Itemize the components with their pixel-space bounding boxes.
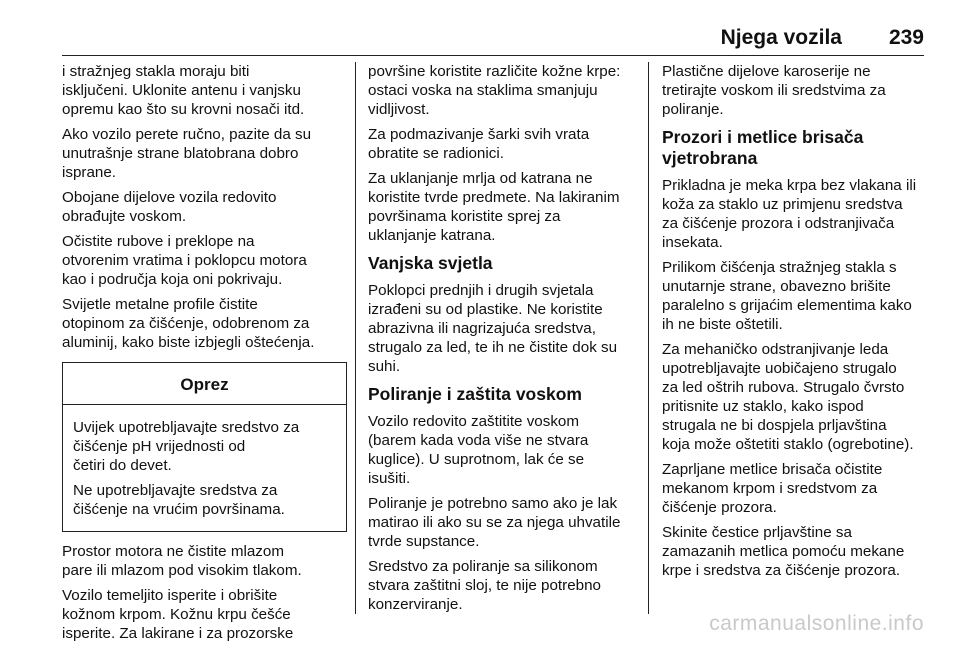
text-line: konzerviranje. [368, 596, 463, 613]
text-line: obratite se radionici. [368, 145, 504, 162]
text-line: kao i područja koja oni pokrivaju. [62, 271, 283, 288]
text-line: Poliranje je potrebno samo ako je lak [368, 495, 618, 512]
column-1 [62, 62, 347, 649]
text-line: Za podmazivanje šarki svih vrata [368, 126, 590, 143]
text-line: Zaprljane metlice brisača očistite [662, 461, 883, 478]
watermark-text: carmanualsonline.info [709, 612, 924, 635]
text-line: izrađeni su od plastike. Ne koristite [368, 301, 603, 318]
text-line: Prozori i metlice brisača [662, 127, 864, 147]
text-line: čišćenje na vrućim površinama. [73, 501, 285, 518]
page-title: Njega vozila [720, 26, 842, 49]
text-line: Skinite čestice prljavštine sa [662, 524, 852, 541]
text-line: isključeni. Uklonite antenu i vanjsku [62, 82, 301, 99]
text-line: Ne upotrebljavajte sredstva za [73, 482, 278, 499]
paragraph [62, 188, 347, 226]
text-line: kuglice). U suprotnom, lak će se [368, 451, 585, 468]
text-line: za led oštrih rubova. Strugalo čvrsto [662, 379, 905, 396]
paragraph [662, 176, 932, 252]
text-line: suhi. [368, 358, 401, 375]
section-heading [662, 127, 932, 169]
paragraph [73, 481, 336, 519]
paragraph [368, 557, 636, 614]
paragraph [62, 125, 347, 182]
text-line: pritisnite uz staklo, kako ispod [662, 398, 864, 415]
text-line: pare ili mlazom pod visokim tlakom. [62, 562, 302, 579]
text-line: opremu kao što su krovni nosači itd. [62, 101, 305, 118]
text-line: zamazanih metlica pomoću mekane [662, 543, 905, 560]
caution-title: Oprez [63, 363, 346, 405]
paragraph [62, 542, 347, 580]
text-line: Poklopci prednjih i drugih svjetala [368, 282, 594, 299]
column-divider-1 [355, 62, 356, 614]
paragraph [662, 340, 932, 454]
caution-box [62, 362, 347, 532]
page-number: 239 [888, 26, 924, 49]
text-line: vidljivost. [368, 101, 430, 118]
paragraph [368, 125, 636, 163]
paragraph [662, 523, 932, 580]
text-line: tvrde supstance. [368, 533, 480, 550]
paragraph [662, 460, 932, 517]
text-line: Plastične dijelove karoserije ne [662, 63, 871, 80]
text-line: koža za staklo uz primjenu sredstva [662, 196, 903, 213]
section-heading: Poliranje i zaštita voskom [368, 384, 582, 404]
text-line: matirao ili ako su se za njega uhvatile [368, 514, 621, 531]
caution-body [63, 405, 346, 531]
text-line: Prilikom čišćenja stražnjeg stakla s [662, 259, 897, 276]
paragraph [368, 281, 636, 376]
text-line: strugalo za led, te ih ne čistite dok su [368, 339, 618, 356]
paragraph [62, 586, 347, 643]
text-line: koristite tvrde predmete. Na lakiranim [368, 189, 620, 206]
paragraph [368, 494, 636, 551]
section-heading: Vanjska svjetla [368, 253, 493, 273]
paragraph [662, 62, 932, 119]
text-line: Očistite rubove i preklope na [62, 233, 255, 250]
text-line: četiri do devet. [73, 457, 172, 474]
text-line: kožnom krpom. Kožnu krpu češće [62, 606, 291, 623]
text-line: unutrašnje strane blatobrana dobro [62, 145, 299, 162]
paragraph [662, 258, 932, 334]
paragraph [368, 169, 636, 245]
text-line: unutarnje strane, obavezno brišite [662, 278, 891, 295]
text-line: Uvijek upotrebljavajte sredstvo za [73, 419, 300, 436]
text-line: (barem kada voda više ne stvara [368, 432, 589, 449]
text-line: i stražnjeg stakla moraju biti [62, 63, 250, 80]
paragraph [62, 62, 347, 119]
text-line: Ako vozilo perete ručno, pazite da su [62, 126, 312, 143]
text-line: čišćenje prozora. [662, 499, 777, 516]
text-line: otopinom za čišćenje, odobrenom za [62, 315, 310, 332]
text-line: za čišćenje prozora i odstranjivača [662, 215, 895, 232]
text-line: ih ne biste oštetili. [662, 316, 783, 333]
text-line: abrazivna ili nagrizajuća sredstva, [368, 320, 596, 337]
text-line: insekata. [662, 234, 723, 251]
column-divider-2 [648, 62, 649, 614]
text-line: Sredstvo za poliranje sa silikonom [368, 558, 598, 575]
text-line: Vozilo redovito zaštitite voskom [368, 413, 580, 430]
text-line: stvara zaštitni sloj, te nije potrebno [368, 577, 601, 594]
page-header [62, 22, 924, 56]
text-line: isprane. [62, 164, 117, 181]
paragraph [368, 62, 636, 119]
paragraph [73, 418, 336, 475]
text-line: Prostor motora ne čistite mlazom [62, 543, 284, 560]
text-line: uklanjanje katrana. [368, 227, 496, 244]
text-line: isperite. Za lakirane i za prozorske [62, 625, 294, 642]
text-line: paralelno s grijaćim elementima kako [662, 297, 912, 314]
text-line: Svijetle metalne profile čistite [62, 296, 258, 313]
text-line: Obojane dijelove vozila redovito [62, 189, 277, 206]
paragraph [62, 232, 347, 289]
text-line: mekanom krpom i sredstvom za [662, 480, 878, 497]
text-line: ostaci voska na staklima smanjuju [368, 82, 598, 99]
text-line: Prikladna je meka krpa bez vlakana ili [662, 177, 917, 194]
text-line: Za uklanjanje mrlja od katrana ne [368, 170, 593, 187]
text-line: površine koristite različite kožne krpe: [368, 63, 621, 80]
text-line: Vozilo temeljito isperite i obrišite [62, 587, 278, 604]
text-line: koja može oštetiti staklo (ogrebotine). [662, 436, 914, 453]
text-line: površinama koristite sprej za [368, 208, 561, 225]
paragraph [62, 295, 347, 352]
text-line: tretirajte voskom ili sredstvima za [662, 82, 886, 99]
text-line: vjetrobrana [662, 148, 758, 168]
text-line: čišćenje pH vrijednosti od [73, 438, 246, 455]
column-3 [662, 62, 932, 586]
text-line: Za mehaničko odstranjivanje leda [662, 341, 889, 358]
text-line: aluminij, kako biste izbjegli oštećenja. [62, 334, 315, 351]
text-line: otvorenim vratima i poklopcu motora [62, 252, 307, 269]
column-2 [368, 62, 636, 620]
text-line: krpe i sredstva za čišćenje prozora. [662, 562, 901, 579]
text-line: upotrebljavajte uobičajeno strugalo [662, 360, 897, 377]
text-line: strugala ne bi dospjela prljavština [662, 417, 887, 434]
text-line: poliranje. [662, 101, 724, 118]
text-line: obrađujte voskom. [62, 208, 187, 225]
paragraph [368, 412, 636, 488]
header-rule [62, 55, 924, 56]
text-line: isušiti. [368, 470, 411, 487]
